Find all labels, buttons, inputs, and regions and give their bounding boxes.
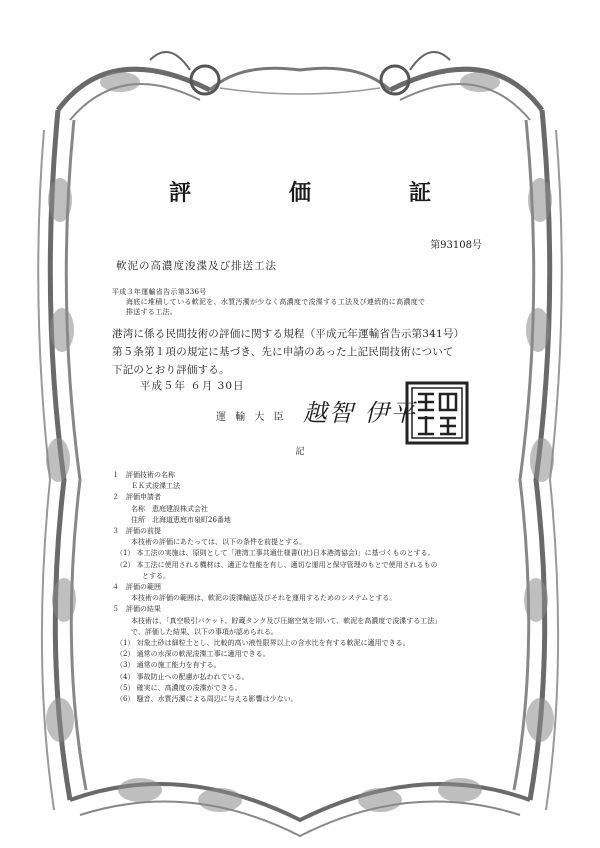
detail-line: とする。 (128, 571, 170, 580)
detail-line: 名称 恵庭建設株式会社 (124, 504, 208, 513)
detail-line: （4） 事故防止への配慮が払われている。 (116, 672, 249, 681)
detail-line: 本技術の評価の範囲は、軟泥の浚渫輸送及びそれを運用するためのシステムとする。 (124, 594, 397, 603)
notice-description-1: 海底に堆積している軟泥を、水質汚濁が少なく高濃度で浚渫する工法及び連続的に高濃度で (126, 298, 426, 306)
detail-line: 住所 北海道恵庭市泉町26番地 (124, 515, 231, 524)
issue-date: 平成５年 ６月 30日 (140, 380, 245, 392)
notice-reference: 平成３年運輸省告示第336号 (112, 288, 207, 296)
minister-signature: 越智 伊平 (303, 399, 417, 427)
detail-line: ４ 評価の範囲 (112, 583, 161, 592)
official-seal-icon (404, 380, 470, 446)
detail-line: ＥＫ式浚渫工法 (124, 482, 180, 491)
detail-line: （1） 本工法の実施は、原則として「港湾工事共通仕様書((社)日本港湾協会)」に基づくものとする。 (116, 549, 435, 558)
detail-line: １ 評価技術の名称 (112, 471, 175, 479)
detail-line: で、評価した結果、以下の事項が認められる。 (124, 627, 278, 636)
detail-line: （3） 通常の施工能力を有する。 (116, 661, 221, 670)
detail-line: （1） 対象土砂は細粒土とし、比較的高い液性限界以上の含水比を有する軟泥に適用できる。 (116, 639, 410, 648)
notice-description-2: 排送する工法。 (126, 308, 178, 316)
detail-line: （6） 騒音、水質汚濁による周辺に与える影響は少ない。 (116, 695, 298, 704)
certificate-body (112, 325, 492, 379)
detail-line: （2） 通常の水深の軟泥浚渫工事に適用できる。 (116, 650, 270, 659)
detail-line: ３ 評価の前提 (112, 527, 161, 536)
certificate-number: 第93108号 (430, 240, 482, 251)
detail-line: 本技術は、「真空吸引バケット、貯蔵タンク及び圧縮空気を用いて、軟泥を高濃度で浚渫する工法」 (124, 616, 442, 625)
detail-line: （2） 本工法に使用される機材は、適正な性能を有し、適切な運用と保守管理のもとで使用されるもの (116, 560, 438, 569)
detail-line: ２ 評価申請者 (112, 493, 161, 502)
notice-block (112, 287, 425, 317)
detail-line: ５ 評価の結果 (112, 605, 161, 614)
technology-subject: 軟泥の高濃度浚渫及び排送工法 (116, 260, 277, 272)
evaluation-details (112, 470, 502, 705)
ki-marker: 記 (295, 447, 305, 457)
body-line-2: 第５条第１項の規定に基づき、先に申請のあった上記民間技術について (112, 346, 454, 358)
body-line-3: 下記のとおり評価する。 (112, 364, 230, 376)
minister-title: 運 輸 大 臣 (216, 412, 287, 423)
detail-line: 本技術の評価にあたっては、以下の条件を前提とする。 (124, 538, 306, 547)
detail-line: （5） 確実に、高濃度の浚渫ができる。 (116, 683, 242, 692)
certificate-title: 評 価 証 (168, 180, 469, 206)
body-line-1: 港湾に係る民間技術の評価に関する規程（平成元年運輸省告示第341号） (112, 328, 465, 340)
